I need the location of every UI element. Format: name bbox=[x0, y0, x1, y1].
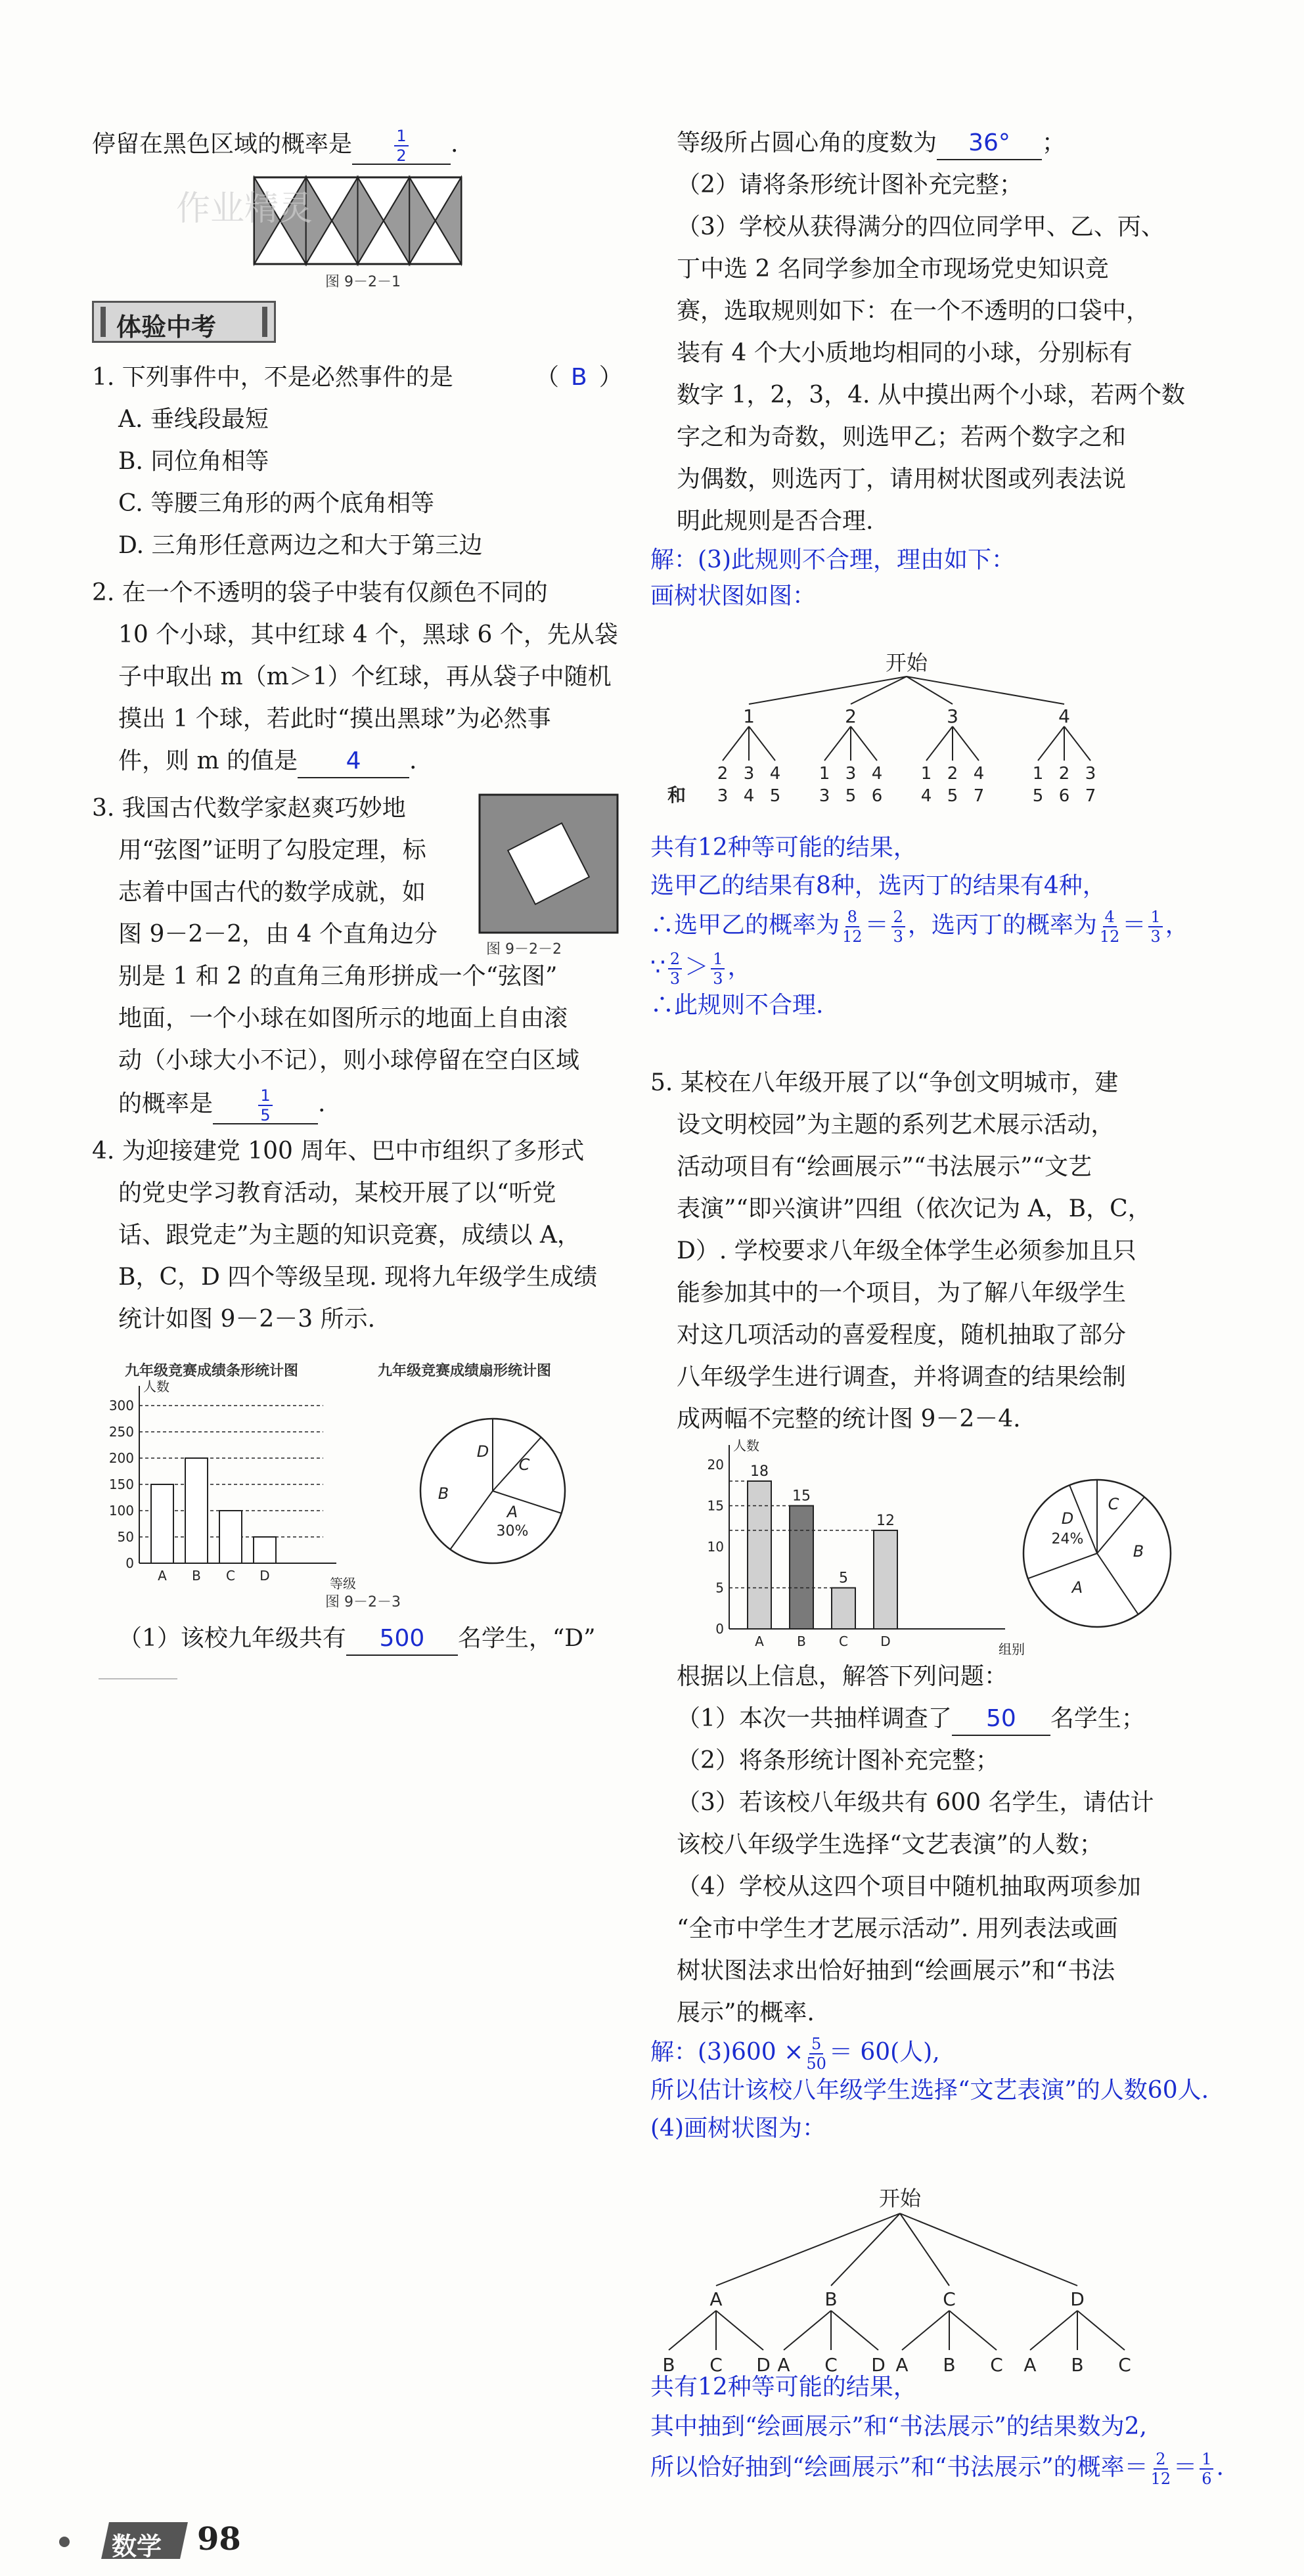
tree-root: 开始 bbox=[878, 2186, 922, 2211]
tree-branch bbox=[953, 726, 979, 761]
q5-sub: （3）若该校八年级共有 600 名学生，请估计 bbox=[677, 1789, 1154, 1816]
q5-line: 表演”“即兴演讲”四组（依次记为 A，B，C， bbox=[677, 1195, 1152, 1222]
tree-leaf: B bbox=[943, 2354, 956, 2376]
tree-leaf: D bbox=[756, 2354, 771, 2376]
bar-chart-2 bbox=[683, 1432, 1038, 1655]
bar-C bbox=[219, 1511, 242, 1563]
y-tick-label: 250 bbox=[108, 1424, 134, 1440]
q4-line: 字之和为奇数，则选甲乙；若两个数字之和 bbox=[677, 424, 1127, 451]
bar-value-label: 12 bbox=[876, 1513, 895, 1529]
bar-B bbox=[790, 1506, 813, 1630]
sol4-line: 选甲乙的结果有8种，选丙丁的结果有4种， bbox=[650, 872, 1106, 899]
tree-leaf: 2 bbox=[1058, 764, 1070, 784]
q5-sub: （2）将条形统计图补充完整； bbox=[677, 1747, 999, 1774]
q5-line: 设文明校园”为主题的系列艺术展示活动， bbox=[677, 1111, 1115, 1138]
tree-branch bbox=[669, 2311, 716, 2350]
tree-leaf: 1 bbox=[1032, 764, 1044, 784]
y-tick-label: 200 bbox=[108, 1450, 134, 1466]
sum-row-label: 和 bbox=[667, 784, 686, 806]
q4-line: 4. 为迎接建党 100 周年、巴中市组织了多形式 bbox=[92, 1138, 585, 1165]
pie-slice-percent: 24% bbox=[1051, 1531, 1084, 1547]
tree-branch bbox=[716, 2213, 900, 2286]
tree-branch bbox=[900, 2213, 1077, 2286]
tree-branch bbox=[1064, 726, 1090, 761]
q3-line: 地面，一个小球在如图所示的地面上自由滚 bbox=[118, 1005, 568, 1032]
tree-leaf: 2 bbox=[717, 764, 729, 784]
q3-line: 用“弦图”证明了勾股定理，标 bbox=[118, 837, 426, 864]
tree-diagram-1 bbox=[657, 650, 1143, 834]
q4-line: 话、跟党走”为主题的知识竞赛，成绩以 A， bbox=[118, 1222, 581, 1249]
q3-line: 图 9－2－2，由 4 个直角边分 bbox=[118, 921, 438, 948]
y-tick-label: 50 bbox=[117, 1529, 134, 1545]
q3-line: 志着中国古代的数学成就，如 bbox=[118, 879, 426, 906]
tree-node: C bbox=[943, 2288, 956, 2310]
tree-sum: 5 bbox=[769, 786, 781, 806]
tree-leaf: C bbox=[709, 2354, 723, 2376]
tree-branch bbox=[926, 726, 953, 761]
q4-angle-answer: 36° bbox=[937, 128, 1042, 160]
tree-leaf: 3 bbox=[1085, 764, 1096, 784]
q4-continued: 等级所占圆心角的度数为 36° ； bbox=[677, 128, 1066, 160]
tree-leaf: A bbox=[895, 2354, 909, 2376]
y-tick-label: 15 bbox=[707, 1498, 724, 1514]
q5-after: 根据以上信息，解答下列问题： bbox=[677, 1663, 1008, 1690]
pie-chart-1-title: 九年级竞赛成绩扇形统计图 bbox=[378, 1363, 552, 1379]
watermark: 作业精灵 bbox=[176, 189, 313, 229]
tree-leaf: B bbox=[662, 2354, 675, 2376]
q4-line: （3）学校从获得满分的四位同学甲、乙、丙、 bbox=[677, 213, 1165, 240]
tree-leaf: A bbox=[777, 2354, 790, 2376]
y-tick-label: 150 bbox=[108, 1477, 134, 1492]
sol5-line: 共有12种等可能的结果， bbox=[650, 2374, 917, 2401]
q5-line: 八年级学生进行调查，并将调查的结果绘制 bbox=[677, 1364, 1127, 1390]
q3-line: 3. 我国古代数学家赵爽巧妙地 bbox=[92, 795, 406, 822]
tree-branch bbox=[902, 2311, 949, 2350]
q4-sub1: （1）该校九年级共有 500 名学生，“D” bbox=[118, 1624, 596, 1656]
section-banner bbox=[92, 301, 276, 343]
tree-branch bbox=[851, 726, 877, 761]
y-tick-label: 100 bbox=[108, 1503, 134, 1519]
sol4-line: 解：(3)此规则不合理，理由如下： bbox=[650, 546, 1015, 573]
q4-line: （2）请将条形统计图补充完整； bbox=[677, 171, 1023, 198]
footer-dot bbox=[59, 2537, 70, 2547]
footer-subject: 数学 bbox=[112, 2532, 162, 2561]
q-prev-last-line: 停留在黑色区域的概率是 $\frac{1}{2}$ . bbox=[92, 127, 459, 165]
y-tick-label: 20 bbox=[707, 1457, 724, 1473]
tree-leaf: 1 bbox=[920, 764, 932, 784]
q5-sub: （4）学校从这四个项目中随机抽取两项参加 bbox=[677, 1873, 1141, 1900]
pie-slice-label: C bbox=[1108, 1495, 1119, 1513]
tree-leaf: C bbox=[990, 2354, 1003, 2376]
figure-9-2-2 bbox=[478, 793, 619, 935]
tree-branch bbox=[1038, 726, 1064, 761]
q2-line: 子中取出 m（m＞1）个红球，再从袋子中随机 bbox=[118, 663, 612, 690]
bar-D bbox=[874, 1530, 897, 1629]
tree-node: D bbox=[1070, 2288, 1085, 2310]
q5-sub: 该校八年级学生选择“文艺表演”的人数； bbox=[677, 1831, 1103, 1858]
q5-line: 成两幅不完整的统计图 9－2－4. bbox=[677, 1406, 1021, 1432]
sol5-final-line: 所以恰好抽到“绘画展示”和“书法展示”的概率＝ $\frac{2}{12}$ ＝ $\frac{1}{6}$ . bbox=[650, 2450, 1224, 2488]
tree-leaf: 4 bbox=[871, 764, 883, 784]
pie-slice-label: D bbox=[1061, 1509, 1074, 1528]
bar-B bbox=[185, 1458, 208, 1563]
tree-sum: 7 bbox=[1085, 786, 1096, 806]
tree-branch bbox=[1030, 2311, 1077, 2350]
x-axis-label: 组别 bbox=[999, 1641, 1025, 1657]
x-tick-label: A bbox=[755, 1633, 764, 1649]
pie-slice-label: D bbox=[476, 1442, 489, 1461]
tree-leaf: C bbox=[824, 2354, 838, 2376]
x-tick-label: C bbox=[839, 1633, 848, 1649]
section-title: 体验中考 bbox=[116, 313, 217, 342]
tree-leaf: 4 bbox=[769, 764, 781, 784]
tree-leaf: A bbox=[1023, 2354, 1037, 2376]
bar-C bbox=[832, 1588, 855, 1630]
tree-node: 4 bbox=[1058, 705, 1070, 727]
pie-slice-label: A bbox=[506, 1503, 518, 1521]
q1-option-c: C. 等腰三角形的两个底角相等 bbox=[118, 490, 435, 517]
q2-answer: 4 bbox=[298, 746, 409, 778]
q1-option-d: D. 三角形任意两边之和大于第三边 bbox=[118, 532, 483, 559]
tree-sum: 3 bbox=[717, 786, 729, 806]
sol4-line: ∴此规则不合理. bbox=[650, 992, 824, 1019]
x-tick-label: A bbox=[158, 1568, 167, 1584]
q4-line: 装有 4 个大小质地均相同的小球，分别标有 bbox=[677, 340, 1133, 366]
pie-slice-label: C bbox=[518, 1455, 530, 1474]
y-tick-label: 5 bbox=[715, 1580, 724, 1596]
answer-fraction: $\frac{1}{2}$ bbox=[394, 128, 408, 164]
pie-chart-2 bbox=[1015, 1471, 1179, 1635]
fig-caption-9-2-2: 图 9－2－2 bbox=[486, 941, 562, 958]
tree-leaf: 2 bbox=[947, 764, 958, 784]
tree-leaf: 3 bbox=[743, 764, 755, 784]
tree-sum: 6 bbox=[871, 786, 883, 806]
tree-branch bbox=[831, 2311, 878, 2350]
fig-caption-9-2-3: 图 9－2－3 bbox=[325, 1594, 401, 1610]
tree-node: 1 bbox=[743, 705, 755, 727]
q1-option-b: B. 同位角相等 bbox=[118, 448, 269, 475]
q1-answer-paren: （ B ） bbox=[535, 364, 623, 391]
tree-leaf: C bbox=[1118, 2354, 1131, 2376]
tree-branch bbox=[723, 726, 749, 761]
tree-leaf: B bbox=[1071, 2354, 1084, 2376]
q4-line: B，C，D 四个等级呈现. 现将九年级学生成绩 bbox=[118, 1264, 598, 1291]
q2-line: 10 个小球，其中红球 4 个，黑球 6 个，先从袋 bbox=[118, 621, 618, 648]
q5-sub: “全市中学生才艺展示活动”. 用列表法或画 bbox=[677, 1915, 1118, 1942]
pie-slice-label: B bbox=[1133, 1542, 1144, 1561]
tree-node: A bbox=[709, 2288, 723, 2310]
divider bbox=[99, 1678, 177, 1679]
bar-A bbox=[151, 1484, 173, 1563]
pie-slice-percent: 30% bbox=[496, 1523, 529, 1540]
x-axis-label: 等级 bbox=[330, 1576, 356, 1591]
bar-A bbox=[748, 1481, 771, 1629]
sol4-probability-line: ∴选甲乙的概率为 $\frac{8}{12}$ ＝ $\frac{2}{3}$ ，选丙丁的概率为 $\frac{4}{12}$ ＝ $\frac{1}{3}$ ， bbox=[650, 908, 1189, 946]
tree-sum: 3 bbox=[819, 786, 830, 806]
tree-sum: 4 bbox=[920, 786, 932, 806]
q5-sub1: （1）本次一共抽样调查了 50 名学生； bbox=[677, 1704, 1145, 1736]
tree-leaf: 1 bbox=[819, 764, 830, 784]
tree-branch bbox=[749, 677, 907, 704]
q2-line: 2. 在一个不透明的袋子中装有仅颜色不同的 bbox=[92, 579, 548, 606]
x-tick-label: D bbox=[259, 1568, 270, 1584]
q5-sub1-answer: 50 bbox=[952, 1704, 1050, 1736]
tree-branch bbox=[851, 677, 907, 704]
q5-line: 能参加其中的一个项目，为了解八年级学生 bbox=[677, 1279, 1127, 1306]
tree-sum: 7 bbox=[973, 786, 985, 806]
pie-chart-1 bbox=[414, 1412, 572, 1570]
tree-branch bbox=[900, 2213, 949, 2286]
q5-line: 5. 某校在八年级开展了以“争创文明城市，建 bbox=[650, 1069, 1119, 1096]
tree-branch bbox=[831, 2213, 900, 2286]
q1-answer: B bbox=[571, 364, 587, 391]
q5-line: 活动项目有“绘画展示”“书法展示”“文艺 bbox=[677, 1153, 1092, 1180]
q3-line: 别是 1 和 2 的直角三角形拼成一个“弦图” bbox=[118, 963, 558, 990]
sol5-line: 所以估计该校八年级学生选择“文艺表演”的人数60人. bbox=[650, 2077, 1209, 2104]
tree-root: 开始 bbox=[885, 650, 928, 675]
bar-D bbox=[254, 1537, 276, 1563]
tree-branch bbox=[784, 2311, 831, 2350]
sol4-compare-line: ∵ $\frac{2}{3}$ ＞ $\frac{1}{3}$ ， bbox=[650, 950, 752, 988]
q4-line: 统计如图 9－2－3 所示. bbox=[118, 1306, 376, 1333]
sol5-line: 其中抽到“绘画展示”和“书法展示”的结果数为2, bbox=[650, 2413, 1147, 2440]
pie-slice-label: A bbox=[1071, 1578, 1083, 1597]
q2-line-last: 件，则 m 的值是 4 . bbox=[118, 746, 416, 778]
tree-sum: 5 bbox=[845, 786, 857, 806]
sol4-line: 画树状图如图： bbox=[650, 583, 817, 610]
q4-line: 明此规则是否合理. bbox=[677, 508, 874, 535]
y-axis-label: 人数 bbox=[733, 1438, 759, 1454]
q3-line-last: 的概率是 $\frac{1}{5}$ . bbox=[118, 1086, 326, 1124]
tree-leaf: 3 bbox=[845, 764, 857, 784]
bar-chart-1-title: 九年级竞赛成绩条形统计图 bbox=[125, 1363, 299, 1379]
q4-line: 为偶数，则选丙丁，请用树状图或列表法说 bbox=[677, 466, 1127, 493]
tree-sum: 4 bbox=[743, 786, 755, 806]
q1-stem: 1. 下列事件中，不是必然事件的是 bbox=[92, 364, 453, 391]
bar-value-label: 18 bbox=[750, 1463, 769, 1480]
x-tick-label: C bbox=[226, 1568, 235, 1584]
q1-option-a: A. 垂线段最短 bbox=[118, 406, 269, 433]
tree-sum: 6 bbox=[1058, 786, 1070, 806]
tree-node: B bbox=[824, 2288, 838, 2310]
x-tick-label: B bbox=[192, 1568, 201, 1584]
q4-line: 赛，选取规则如下：在一个不透明的口袋中， bbox=[677, 298, 1150, 324]
tree-diagram-2 bbox=[650, 2181, 1176, 2378]
page-number: 98 bbox=[197, 2521, 241, 2558]
tree-branch bbox=[749, 726, 775, 761]
fig-caption-9-2-1: 图 9－2－1 bbox=[325, 274, 401, 290]
y-axis-label: 人数 bbox=[143, 1379, 169, 1394]
q4-line: 数字 1，2，3，4. 从中摸出两个小球，若两个数 bbox=[677, 382, 1185, 409]
tree-node: 2 bbox=[845, 705, 857, 727]
tree-branch bbox=[716, 2311, 763, 2350]
tree-sum: 5 bbox=[1032, 786, 1044, 806]
tree-branch bbox=[1077, 2311, 1125, 2350]
bar-value-label: 15 bbox=[792, 1488, 811, 1505]
q3-line: 动（小球大小不记），则小球停留在空白区域 bbox=[118, 1047, 580, 1074]
sol5-line: (4)画树状图为： bbox=[650, 2115, 826, 2142]
q3-answer-fraction: $\frac{1}{5}$ bbox=[258, 1088, 272, 1123]
q5-sub: 树状图法求出恰好抽到“绘画展示”和“书法 bbox=[677, 1957, 1115, 1984]
tree-node: 3 bbox=[947, 705, 958, 727]
tree-leaf: 4 bbox=[973, 764, 985, 784]
tree-branch bbox=[824, 726, 851, 761]
y-tick-label: 10 bbox=[707, 1539, 724, 1555]
q5-line: D）. 学校要求八年级全体学生必须参加且只 bbox=[677, 1237, 1136, 1264]
sol5-line-1: 解：(3)600 × $\frac{5}{50}$ ＝ 60(人), bbox=[650, 2035, 940, 2073]
tree-sum: 5 bbox=[947, 786, 958, 806]
y-tick-label: 0 bbox=[715, 1621, 724, 1637]
pie-slice-label: B bbox=[438, 1484, 449, 1503]
q2-line: 摸出 1 个球，若此时“摸出黑球”为必然事 bbox=[118, 705, 551, 732]
y-tick-label: 0 bbox=[125, 1555, 134, 1571]
sol4-line: 共有12种等可能的结果， bbox=[650, 834, 917, 861]
tree-leaf: D bbox=[871, 2354, 886, 2376]
q4-line: 的党史学习教育活动，某校开展了以“听党 bbox=[118, 1180, 556, 1207]
tree-branch bbox=[949, 2311, 997, 2350]
x-tick-label: B bbox=[797, 1633, 806, 1649]
bar-chart-1 bbox=[99, 1379, 356, 1591]
q5-line: 对这几项活动的喜爱程度，随机抽取了部分 bbox=[677, 1321, 1127, 1348]
y-tick-label: 300 bbox=[108, 1398, 134, 1413]
q4-sub1-answer: 500 bbox=[346, 1624, 458, 1656]
bar-value-label: 5 bbox=[839, 1570, 848, 1587]
q5-sub: 展示”的概率. bbox=[677, 1999, 815, 2026]
x-tick-label: D bbox=[880, 1633, 891, 1649]
q4-line: 丁中选 2 名同学参加全市现场党史知识竞 bbox=[677, 255, 1109, 282]
